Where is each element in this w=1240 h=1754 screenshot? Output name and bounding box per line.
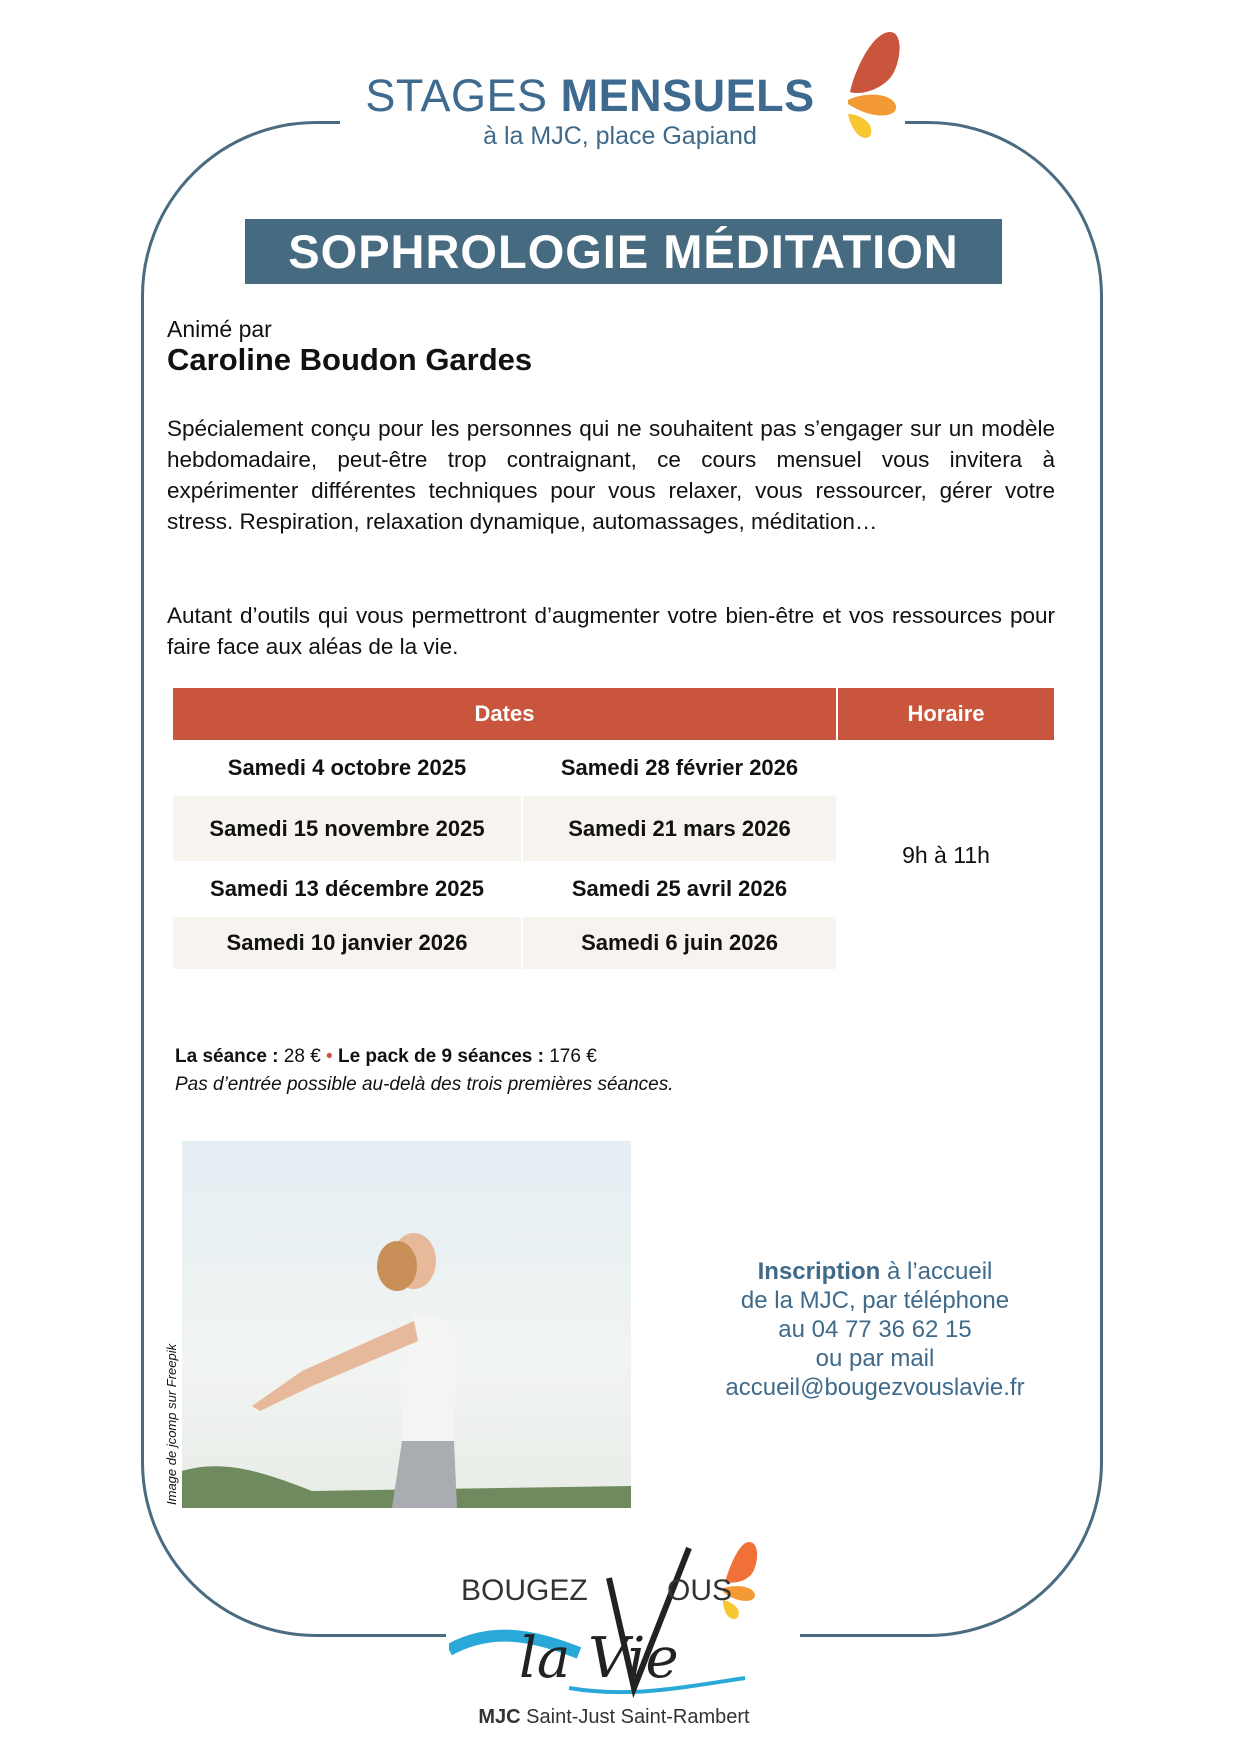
registration-line: ou par mail xyxy=(815,1345,935,1372)
date-cell: Samedi 28 février 2026 xyxy=(560,755,799,780)
logo-org-bold: MJC xyxy=(478,1706,521,1728)
logo-word-vous: OUS xyxy=(667,1574,733,1607)
pack-label: Le pack de 9 séances : xyxy=(337,1046,544,1067)
date-cell: Samedi 15 novembre 2025 xyxy=(173,796,521,861)
time-cell: 9h à 11h xyxy=(838,741,1054,969)
description-paragraph: Spécialement conçu pour les personnes qui ne souhaitent pas s’engager sur un modèle hebdomadaire, peut-être trop contraignant, ce cours mensuel vous invitera à expérimenter différentes techniques pour vous relaxer, vous ressourcer, gérer votre stress. Respiration, relaxation dynamique, automassages, méditation… xyxy=(167,416,1055,534)
registration-email[interactable]: accueil@bougezvouslavie.fr xyxy=(725,1374,1025,1401)
date-cell: Samedi 21 mars 2026 xyxy=(523,796,836,861)
logo-word-bougez: BOUGEZ xyxy=(461,1574,588,1607)
logo-script-la-vie: la Vie xyxy=(519,1626,679,1691)
time-header: Horaire xyxy=(838,688,1054,740)
session-label: La séance : xyxy=(175,1046,279,1067)
separator: • xyxy=(326,1046,333,1067)
date-cell: Samedi 25 avril 2026 xyxy=(571,876,788,901)
session-price: 28 € xyxy=(283,1046,321,1067)
pricing-line xyxy=(175,1046,597,1068)
title-bold: MENSUELS xyxy=(560,70,815,121)
dates-header: Dates xyxy=(173,688,836,740)
description-paragraph: Autant d’outils qui vous permettront d’augmenter votre bien-être et vos ressources pour faire face aux aléas de la vie. xyxy=(167,603,1055,659)
date-cell: Samedi 6 juin 2026 xyxy=(523,917,836,969)
animator-name: Caroline Boudon Gardes xyxy=(167,342,533,377)
date-cell: Samedi 10 janvier 2026 xyxy=(173,917,521,969)
registration-bold: Inscription xyxy=(757,1258,881,1285)
title-light: STAGES xyxy=(365,70,548,121)
date-cell: Samedi 13 décembre 2025 xyxy=(210,876,484,901)
date-cell: Samedi 4 octobre 2025 xyxy=(227,755,467,780)
course-title-banner: SOPHROLOGIE MÉDITATION xyxy=(245,219,1002,284)
animator-label: Animé par xyxy=(167,316,272,342)
pack-price: 176 € xyxy=(549,1046,597,1067)
table-row xyxy=(173,741,1054,795)
registration-line: à l’accueil xyxy=(880,1258,993,1285)
photo-credit: Image de jcomp sur Freepik xyxy=(164,1343,179,1505)
registration-line: de la MJC, par téléphone xyxy=(740,1287,1010,1314)
footer-logo xyxy=(449,1538,799,1738)
page-header-title xyxy=(340,70,840,122)
schedule-table xyxy=(171,687,1056,970)
pricing-condition: Pas d’entrée possible au-delà des trois premières séances. xyxy=(175,1074,674,1095)
registration-info xyxy=(690,1257,1060,1402)
meditation-photo xyxy=(182,1141,631,1508)
logo-org-name: Saint-Just Saint-Rambert xyxy=(520,1706,750,1728)
registration-phone: au 04 77 36 62 15 xyxy=(778,1316,972,1343)
page-subtitle: à la MJC, place Gapiand xyxy=(483,122,757,150)
